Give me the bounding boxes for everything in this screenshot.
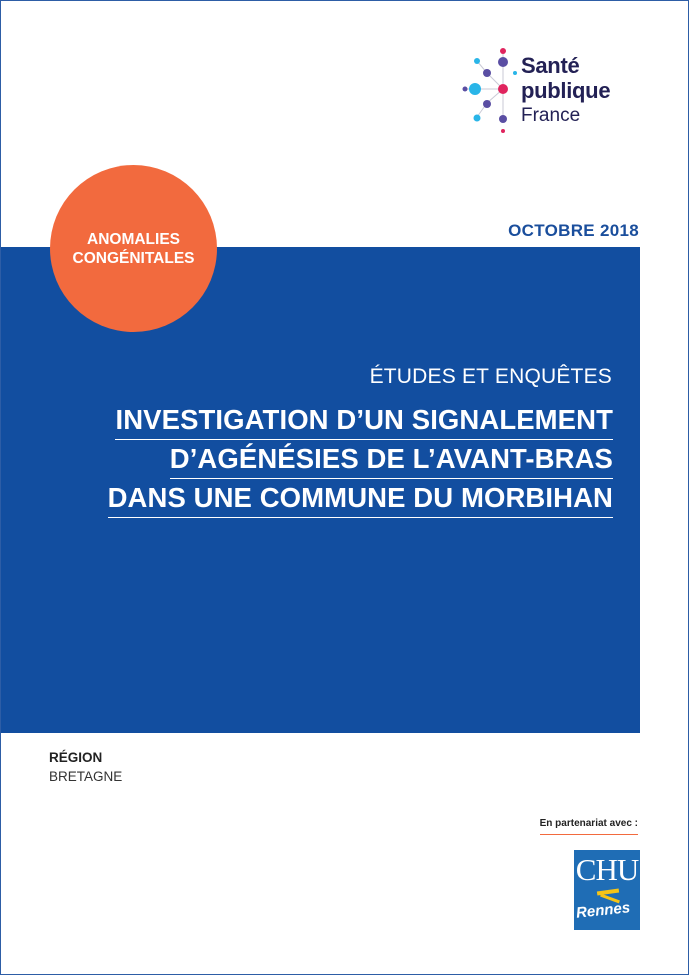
theme-badge <box>50 165 217 332</box>
report-title <box>108 403 613 520</box>
chu-logo-top: CHU <box>575 852 639 887</box>
region-value: BRETAGNE <box>49 769 123 784</box>
report-category: ÉTUDES ET ENQUÊTES <box>369 365 612 388</box>
theme-line-2: CONGÉNITALES <box>72 249 195 267</box>
region-label: RÉGION <box>49 750 103 765</box>
brand-line-1: Santé <box>521 53 580 78</box>
title-line-2: D’AGÉNÉSIES DE L’AVANT-BRAS <box>170 442 613 479</box>
brand-name <box>521 53 610 128</box>
theme-line-1: ANOMALIES <box>87 230 180 248</box>
title-line-3: DANS UNE COMMUNE DU MORBIHAN <box>108 481 613 518</box>
brand-line-3: France <box>521 105 581 126</box>
brand-line-2: publique <box>521 78 611 103</box>
title-line-1: INVESTIGATION D’UN SIGNALEMENT <box>115 403 613 440</box>
molecule-icon <box>457 43 521 133</box>
partner-label: En partenariat avec : <box>540 818 638 835</box>
sante-publique-france-logo <box>457 43 637 133</box>
chu-logo-bottom: Rennes <box>575 899 631 922</box>
chu-rennes-logo <box>574 850 640 930</box>
publication-date: OCTOBRE 2018 <box>508 221 639 240</box>
